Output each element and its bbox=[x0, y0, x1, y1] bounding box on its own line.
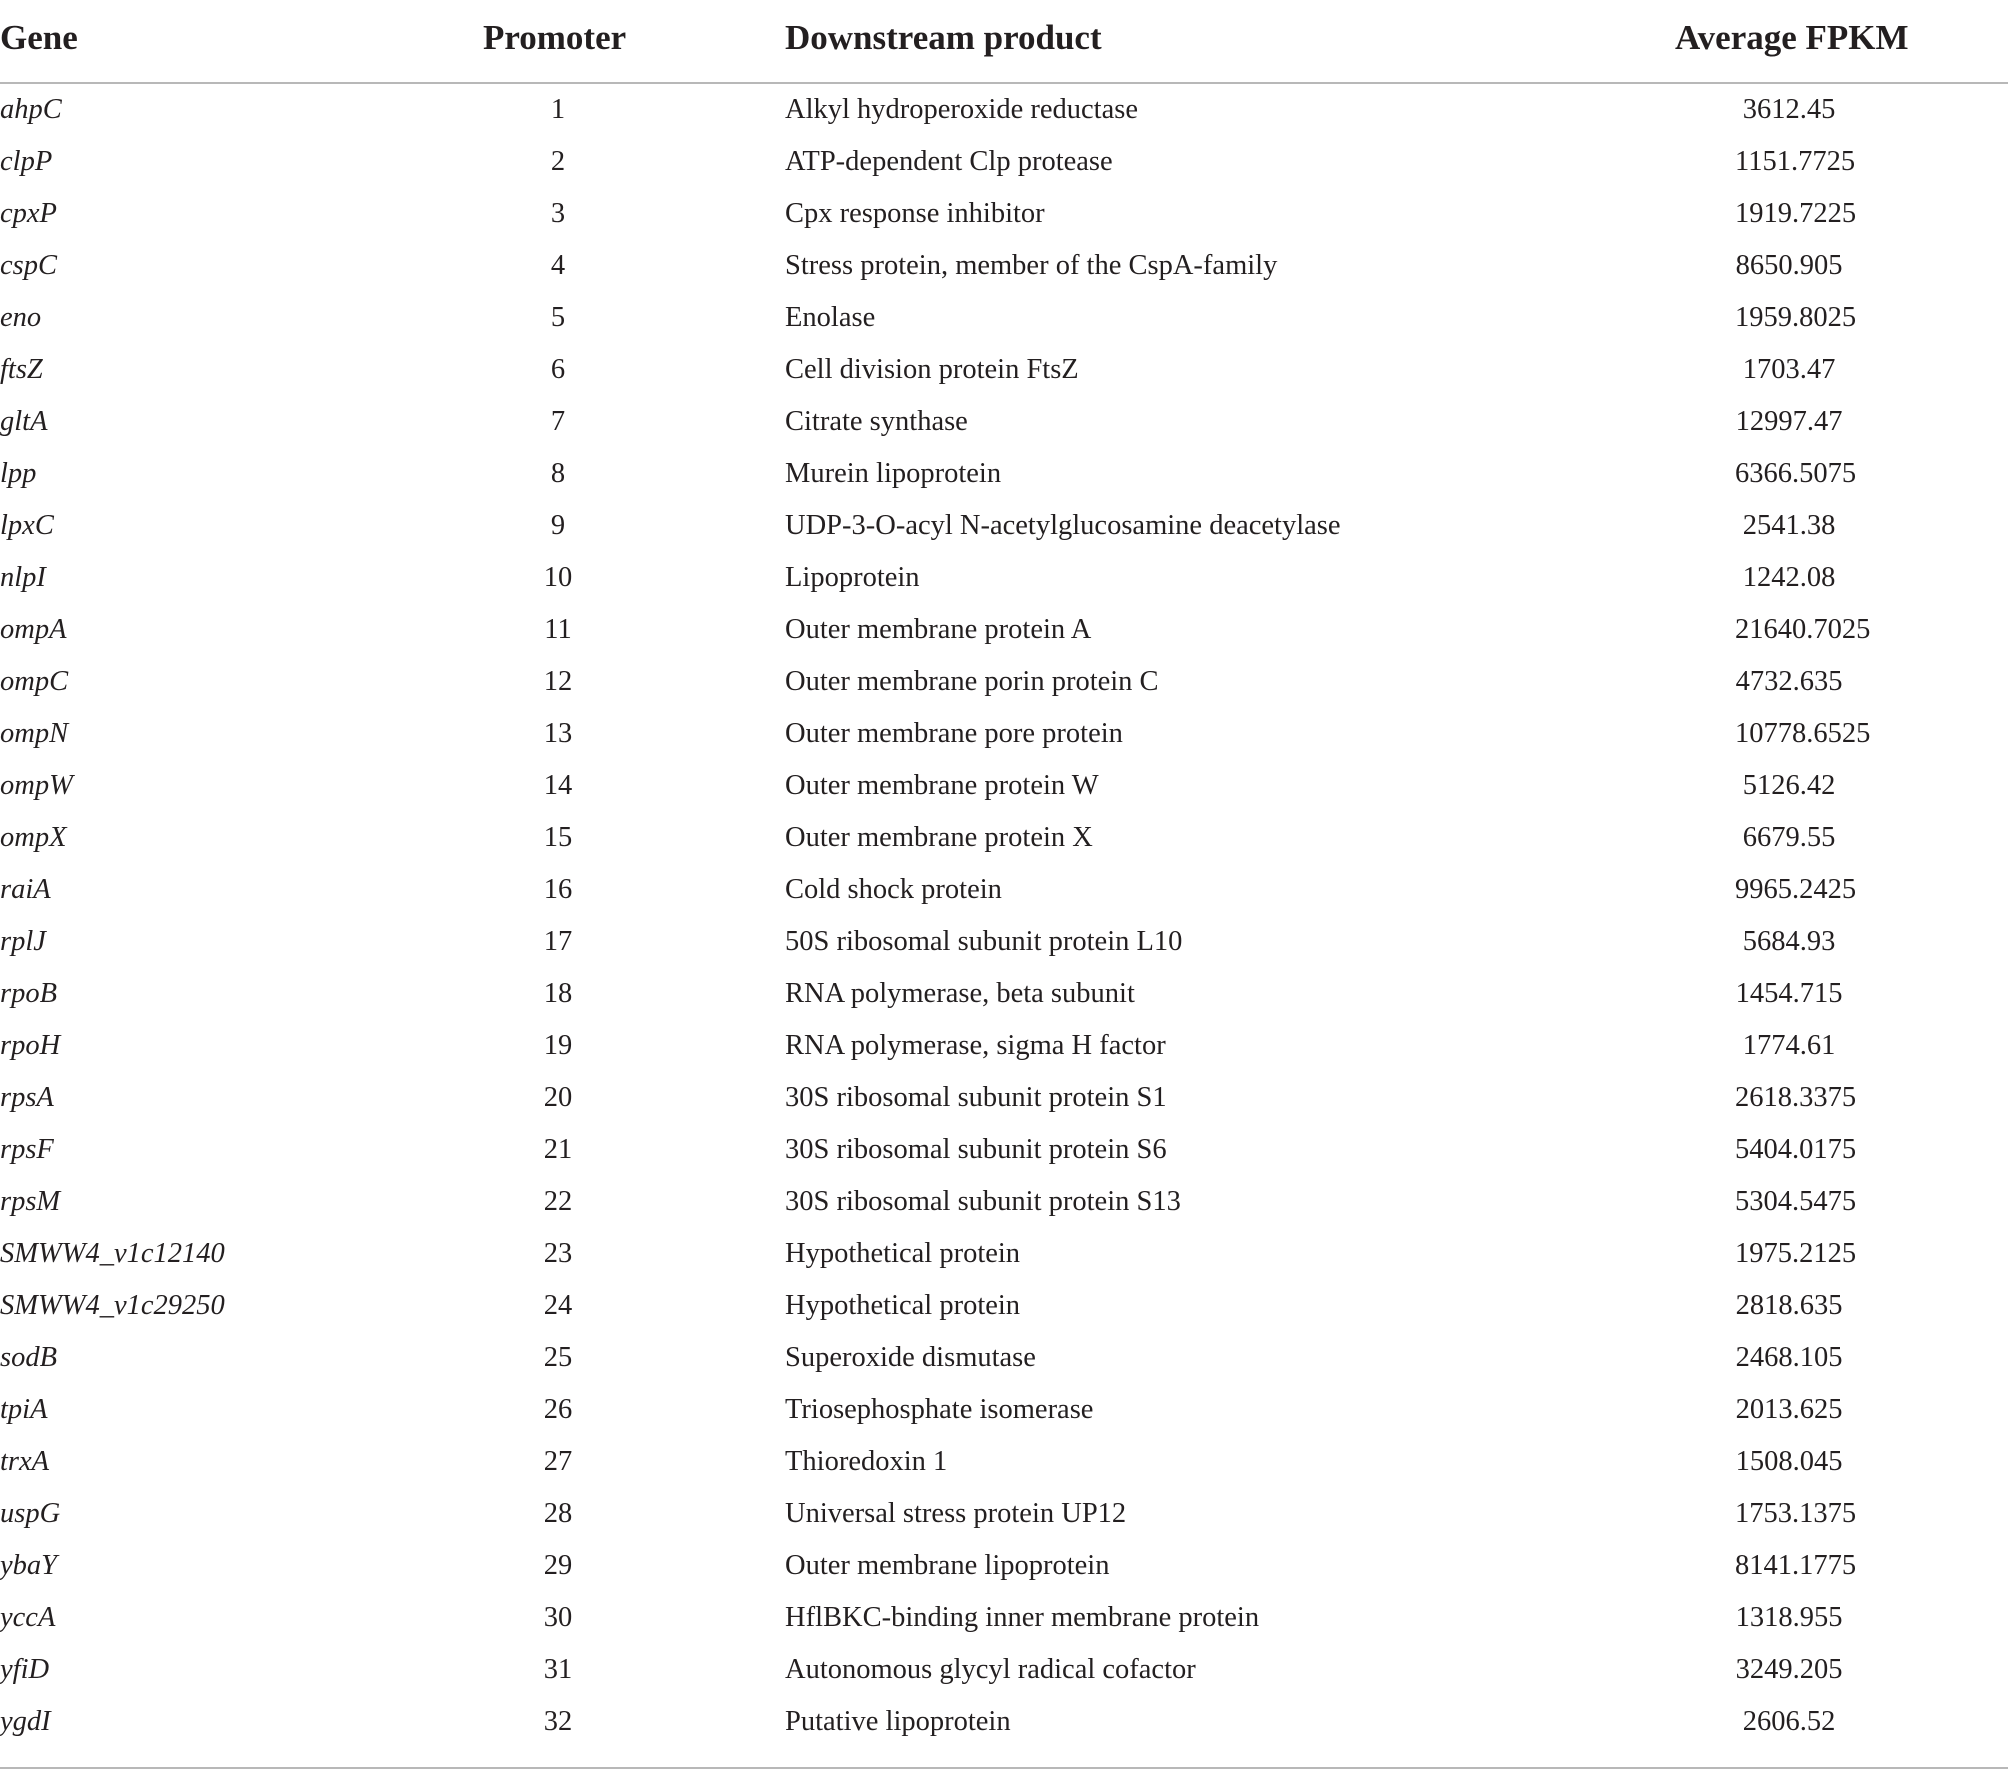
cell-average-fpkm: 2468.105 bbox=[1735, 1342, 1843, 1373]
cell-downstream-product: UDP-3-O-acyl N-acetylglucosamine deacetylase bbox=[785, 510, 1341, 541]
table-row bbox=[0, 503, 2008, 555]
cell-promoter: 28 bbox=[543, 1498, 573, 1529]
cell-promoter: 16 bbox=[543, 874, 573, 905]
cell-downstream-product: Outer membrane protein A bbox=[785, 614, 1092, 645]
cell-average-fpkm: 8141.1775 bbox=[1735, 1550, 1857, 1581]
table-row bbox=[0, 347, 2008, 399]
cell-downstream-product: HflBKC-binding inner membrane protein bbox=[785, 1602, 1260, 1633]
table-row bbox=[0, 971, 2008, 1023]
table-row bbox=[0, 1075, 2008, 1127]
cell-gene: ybaY bbox=[0, 1550, 57, 1581]
cell-downstream-product: Enolase bbox=[785, 302, 876, 333]
cell-downstream-product: Outer membrane protein X bbox=[785, 822, 1093, 853]
cell-downstream-product: Autonomous glycyl radical cofactor bbox=[785, 1654, 1196, 1685]
cell-promoter: 4 bbox=[550, 250, 566, 281]
cell-promoter: 26 bbox=[543, 1394, 573, 1425]
cell-gene: yccA bbox=[0, 1602, 56, 1633]
cell-downstream-product: Thioredoxin 1 bbox=[785, 1446, 948, 1477]
cell-promoter: 1 bbox=[550, 94, 566, 125]
cell-downstream-product: Stress protein, member of the CspA-family bbox=[785, 250, 1278, 281]
column-header-promoter: Promoter bbox=[483, 18, 627, 57]
cell-gene: tpiA bbox=[0, 1394, 48, 1425]
table-row bbox=[0, 399, 2008, 451]
table-row bbox=[0, 1335, 2008, 1387]
cell-average-fpkm: 1151.7725 bbox=[1735, 146, 1856, 177]
cell-promoter: 17 bbox=[543, 926, 573, 957]
cell-gene: ygdI bbox=[0, 1706, 51, 1737]
cell-average-fpkm: 9965.2425 bbox=[1735, 874, 1857, 905]
table-row bbox=[0, 295, 2008, 347]
cell-average-fpkm: 2818.635 bbox=[1735, 1290, 1843, 1321]
cell-downstream-product: Outer membrane pore protein bbox=[785, 718, 1123, 749]
cell-gene: uspG bbox=[0, 1498, 61, 1529]
cell-promoter: 10 bbox=[543, 562, 573, 593]
cell-promoter: 11 bbox=[544, 614, 572, 645]
cell-downstream-product: Superoxide dismutase bbox=[785, 1342, 1036, 1373]
cell-gene: ompC bbox=[0, 666, 69, 697]
cell-downstream-product: Universal stress protein UP12 bbox=[785, 1498, 1127, 1529]
cell-average-fpkm: 1318.955 bbox=[1735, 1602, 1843, 1633]
cell-downstream-product: Outer membrane lipoprotein bbox=[785, 1550, 1110, 1581]
cell-downstream-product: Alkyl hydroperoxide reductase bbox=[785, 94, 1138, 125]
cell-promoter: 19 bbox=[543, 1030, 573, 1061]
table-row bbox=[0, 1595, 2008, 1647]
table-bottom-rule bbox=[0, 1767, 2008, 1769]
cell-gene: rpsF bbox=[0, 1134, 54, 1165]
cell-average-fpkm: 10778.6525 bbox=[1735, 718, 1871, 749]
cell-downstream-product: Triosephosphate isomerase bbox=[785, 1394, 1094, 1425]
table-row bbox=[0, 191, 2008, 243]
table-row bbox=[0, 607, 2008, 659]
cell-average-fpkm: 4732.635 bbox=[1735, 666, 1843, 697]
cell-average-fpkm: 1242.08 bbox=[1742, 562, 1836, 593]
table-row bbox=[0, 243, 2008, 295]
cell-average-fpkm: 1753.1375 bbox=[1735, 1498, 1857, 1529]
cell-gene: rpoH bbox=[0, 1030, 61, 1061]
cell-gene: rplJ bbox=[0, 926, 46, 957]
cell-average-fpkm: 2606.52 bbox=[1742, 1706, 1836, 1737]
cell-average-fpkm: 1703.47 bbox=[1742, 354, 1836, 385]
cell-promoter: 3 bbox=[550, 198, 566, 229]
cell-average-fpkm: 1959.8025 bbox=[1735, 302, 1857, 333]
cell-gene: trxA bbox=[0, 1446, 50, 1477]
cell-average-fpkm: 6679.55 bbox=[1742, 822, 1836, 853]
cell-promoter: 24 bbox=[543, 1290, 573, 1321]
table-row bbox=[0, 87, 2008, 139]
table-header-row bbox=[0, 0, 2008, 84]
table-row bbox=[0, 815, 2008, 867]
table-row bbox=[0, 139, 2008, 191]
table-row bbox=[0, 763, 2008, 815]
cell-average-fpkm: 5684.93 bbox=[1742, 926, 1836, 957]
column-header-average-fpkm: Average FPKM bbox=[1675, 18, 1909, 57]
table-row bbox=[0, 1699, 2008, 1751]
cell-gene: lpp bbox=[0, 458, 37, 489]
table-row bbox=[0, 1127, 2008, 1179]
cell-average-fpkm: 1975.2125 bbox=[1735, 1238, 1857, 1269]
cell-downstream-product: Cold shock protein bbox=[785, 874, 1002, 905]
cell-gene: ompW bbox=[0, 770, 73, 801]
cell-average-fpkm: 1774.61 bbox=[1742, 1030, 1836, 1061]
cell-downstream-product: RNA polymerase, sigma H factor bbox=[785, 1030, 1166, 1061]
cell-average-fpkm: 5404.0175 bbox=[1735, 1134, 1857, 1165]
cell-promoter: 25 bbox=[543, 1342, 573, 1373]
cell-gene: ahpC bbox=[0, 94, 62, 125]
cell-gene: rpsM bbox=[0, 1186, 61, 1217]
cell-downstream-product: Citrate synthase bbox=[785, 406, 968, 437]
cell-gene: raiA bbox=[0, 874, 51, 905]
cell-downstream-product: Cell division protein FtsZ bbox=[785, 354, 1079, 385]
cell-downstream-product: Outer membrane protein W bbox=[785, 770, 1099, 801]
cell-promoter: 9 bbox=[550, 510, 566, 541]
table-row bbox=[0, 1283, 2008, 1335]
cell-promoter: 14 bbox=[543, 770, 573, 801]
cell-promoter: 21 bbox=[543, 1134, 573, 1165]
cell-average-fpkm: 3612.45 bbox=[1742, 94, 1836, 125]
cell-downstream-product: Cpx response inhibitor bbox=[785, 198, 1045, 229]
cell-gene: lpxC bbox=[0, 510, 54, 541]
cell-average-fpkm: 21640.7025 bbox=[1735, 614, 1871, 645]
cell-promoter: 5 bbox=[550, 302, 566, 333]
cell-downstream-product: 30S ribosomal subunit protein S13 bbox=[785, 1186, 1181, 1217]
cell-promoter: 12 bbox=[543, 666, 573, 697]
table-row bbox=[0, 919, 2008, 971]
cell-promoter: 22 bbox=[543, 1186, 573, 1217]
cell-promoter: 8 bbox=[550, 458, 566, 489]
cell-downstream-product: 30S ribosomal subunit protein S1 bbox=[785, 1082, 1167, 1113]
cell-gene: sodB bbox=[0, 1342, 57, 1373]
cell-promoter: 32 bbox=[543, 1706, 573, 1737]
table-row bbox=[0, 1231, 2008, 1283]
cell-average-fpkm: 1919.7225 bbox=[1735, 198, 1857, 229]
cell-downstream-product: 50S ribosomal subunit protein L10 bbox=[785, 926, 1183, 957]
cell-downstream-product: 30S ribosomal subunit protein S6 bbox=[785, 1134, 1167, 1165]
cell-downstream-product: Hypothetical protein bbox=[785, 1290, 1021, 1321]
cell-average-fpkm: 8650.905 bbox=[1735, 250, 1843, 281]
cell-promoter: 31 bbox=[543, 1654, 573, 1685]
column-header-gene: Gene bbox=[0, 18, 78, 57]
cell-downstream-product: Murein lipoprotein bbox=[785, 458, 1002, 489]
cell-gene: SMWW4_v1c12140 bbox=[0, 1238, 225, 1269]
cell-average-fpkm: 12997.47 bbox=[1735, 406, 1843, 437]
table-row bbox=[0, 1387, 2008, 1439]
cell-promoter: 6 bbox=[550, 354, 566, 385]
cell-gene: SMWW4_v1c29250 bbox=[0, 1290, 225, 1321]
cell-gene: rpsA bbox=[0, 1082, 54, 1113]
cell-promoter: 23 bbox=[543, 1238, 573, 1269]
cell-average-fpkm: 6366.5075 bbox=[1735, 458, 1857, 489]
table-row bbox=[0, 451, 2008, 503]
cell-average-fpkm: 5304.5475 bbox=[1735, 1186, 1857, 1217]
cell-gene: gltA bbox=[0, 406, 48, 437]
table-row bbox=[0, 1023, 2008, 1075]
cell-promoter: 20 bbox=[543, 1082, 573, 1113]
cell-promoter: 29 bbox=[543, 1550, 573, 1581]
table-row bbox=[0, 867, 2008, 919]
cell-average-fpkm: 5126.42 bbox=[1742, 770, 1836, 801]
table-row bbox=[0, 1491, 2008, 1543]
table-row bbox=[0, 555, 2008, 607]
cell-promoter: 27 bbox=[543, 1446, 573, 1477]
table-row bbox=[0, 711, 2008, 763]
cell-promoter: 2 bbox=[550, 146, 566, 177]
table-row bbox=[0, 1439, 2008, 1491]
table-row bbox=[0, 1647, 2008, 1699]
cell-gene: cspC bbox=[0, 250, 57, 281]
cell-gene: eno bbox=[0, 302, 42, 333]
cell-gene: ftsZ bbox=[0, 354, 43, 385]
cell-gene: yfiD bbox=[0, 1654, 50, 1685]
cell-promoter: 7 bbox=[550, 406, 566, 437]
cell-average-fpkm: 1454.715 bbox=[1735, 978, 1843, 1009]
table-row bbox=[0, 1543, 2008, 1595]
cell-gene: cpxP bbox=[0, 198, 57, 229]
cell-promoter: 18 bbox=[543, 978, 573, 1009]
cell-average-fpkm: 2013.625 bbox=[1735, 1394, 1843, 1425]
table-row bbox=[0, 1179, 2008, 1231]
cell-gene: ompX bbox=[0, 822, 67, 853]
cell-gene: clpP bbox=[0, 146, 53, 177]
cell-gene: rpoB bbox=[0, 978, 57, 1009]
cell-average-fpkm: 2541.38 bbox=[1742, 510, 1836, 541]
cell-average-fpkm: 2618.3375 bbox=[1735, 1082, 1857, 1113]
cell-downstream-product: ATP-dependent Clp protease bbox=[785, 146, 1113, 177]
column-header-downstream-product: Downstream product bbox=[785, 18, 1102, 57]
cell-downstream-product: Hypothetical protein bbox=[785, 1238, 1021, 1269]
table-row bbox=[0, 659, 2008, 711]
cell-average-fpkm: 3249.205 bbox=[1735, 1654, 1843, 1685]
table-body bbox=[0, 84, 2008, 1751]
cell-gene: ompA bbox=[0, 614, 67, 645]
cell-promoter: 30 bbox=[543, 1602, 573, 1633]
cell-gene: nlpI bbox=[0, 562, 46, 593]
cell-promoter: 13 bbox=[543, 718, 573, 749]
cell-downstream-product: Outer membrane porin protein C bbox=[785, 666, 1159, 697]
cell-downstream-product: Putative lipoprotein bbox=[785, 1706, 1011, 1737]
cell-downstream-product: Lipoprotein bbox=[785, 562, 920, 593]
cell-average-fpkm: 1508.045 bbox=[1735, 1446, 1843, 1477]
cell-promoter: 15 bbox=[543, 822, 573, 853]
cell-gene: ompN bbox=[0, 718, 69, 749]
cell-downstream-product: RNA polymerase, beta subunit bbox=[785, 978, 1135, 1009]
